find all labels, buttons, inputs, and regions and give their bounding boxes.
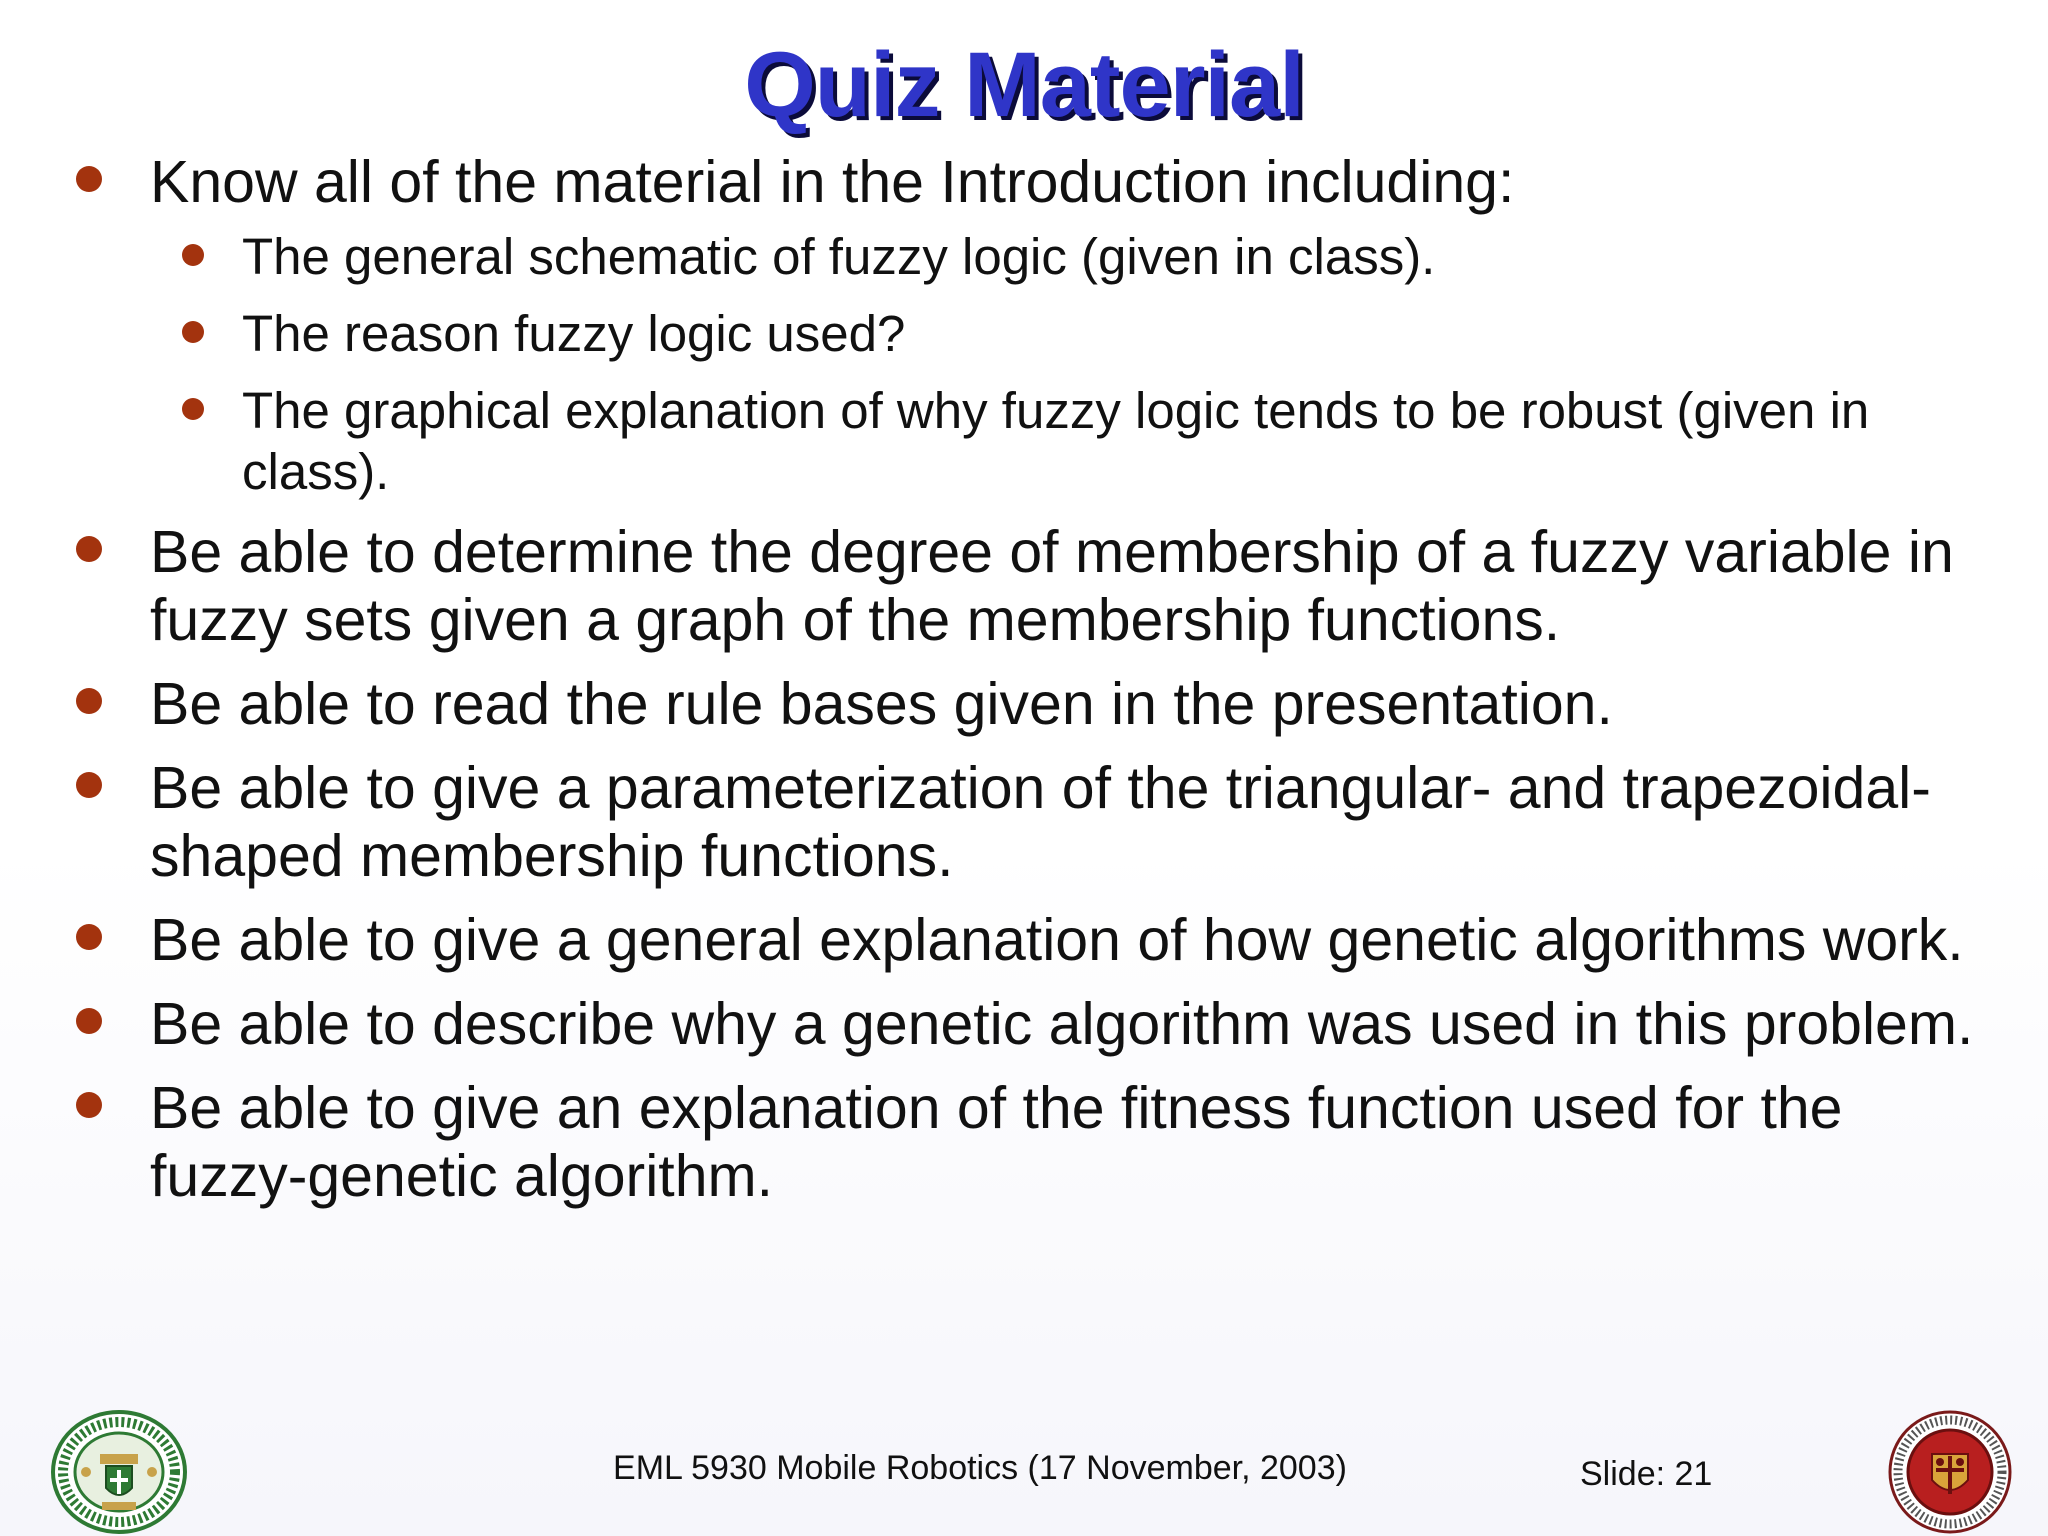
bullet-item [0,148,2048,502]
sub-bullet-dot-icon [182,321,204,343]
fsu-seal-icon [1888,1410,2012,1534]
sub-bullet-item [150,380,2008,502]
bullet-text: Be able to determine the degree of membership of a fuzzy variable in fuzzy sets given a graph of the membership functions. [150,519,1954,653]
bullet-dot-icon [76,1008,102,1034]
bullet-text: Be able to give an explanation of the fitness function used for the fuzzy-genetic algorithm. [150,1075,1843,1209]
bullet-item [0,906,2048,974]
slide-number: Slide: 21 [1580,1455,1713,1493]
bullet-text: Know all of the material in the Introduction including: [150,149,1515,215]
sub-bullet-item [150,226,2008,287]
sub-bullet-dot-icon [182,398,204,420]
famu-seal-icon [50,1410,188,1535]
bullet-dot-icon [76,688,102,714]
sub-bullet-text: The general schematic of fuzzy logic (given in class). [242,228,1436,285]
bullet-dot-icon [76,1092,102,1118]
sub-bullet-item [150,303,2008,364]
bullet-dot-icon [76,166,102,192]
bullet-text: Be able to read the rule bases given in the presentation. [150,671,1613,737]
sub-bullet-text: The reason fuzzy logic used? [242,305,906,362]
sub-bullet-list [150,226,2008,502]
sub-bullet-text: The graphical explanation of why fuzzy logic tends to be robust (given in class). [242,382,1870,500]
bullet-dot-icon [76,536,102,562]
sub-bullet-dot-icon [182,244,204,266]
bullet-item [0,670,2048,738]
bullet-item [0,754,2048,890]
bullet-text: Be able to describe why a genetic algorithm was used in this problem. [150,991,1974,1057]
bullet-list [0,148,2048,1226]
bullet-dot-icon [76,924,102,950]
footer-course: EML 5930 Mobile Robotics (17 November, 2003) [613,1449,1347,1487]
bullet-item [0,1074,2048,1210]
slide-title: Quiz Material [744,34,1304,136]
bullet-text: Be able to give a general explanation of how genetic algorithms work. [150,907,1964,973]
bullet-item [0,518,2048,654]
bullet-text: Be able to give a parameterization of the triangular- and trapezoidal-shaped membership functions. [150,755,1931,889]
bullet-dot-icon [76,772,102,798]
bullet-item [0,990,2048,1058]
